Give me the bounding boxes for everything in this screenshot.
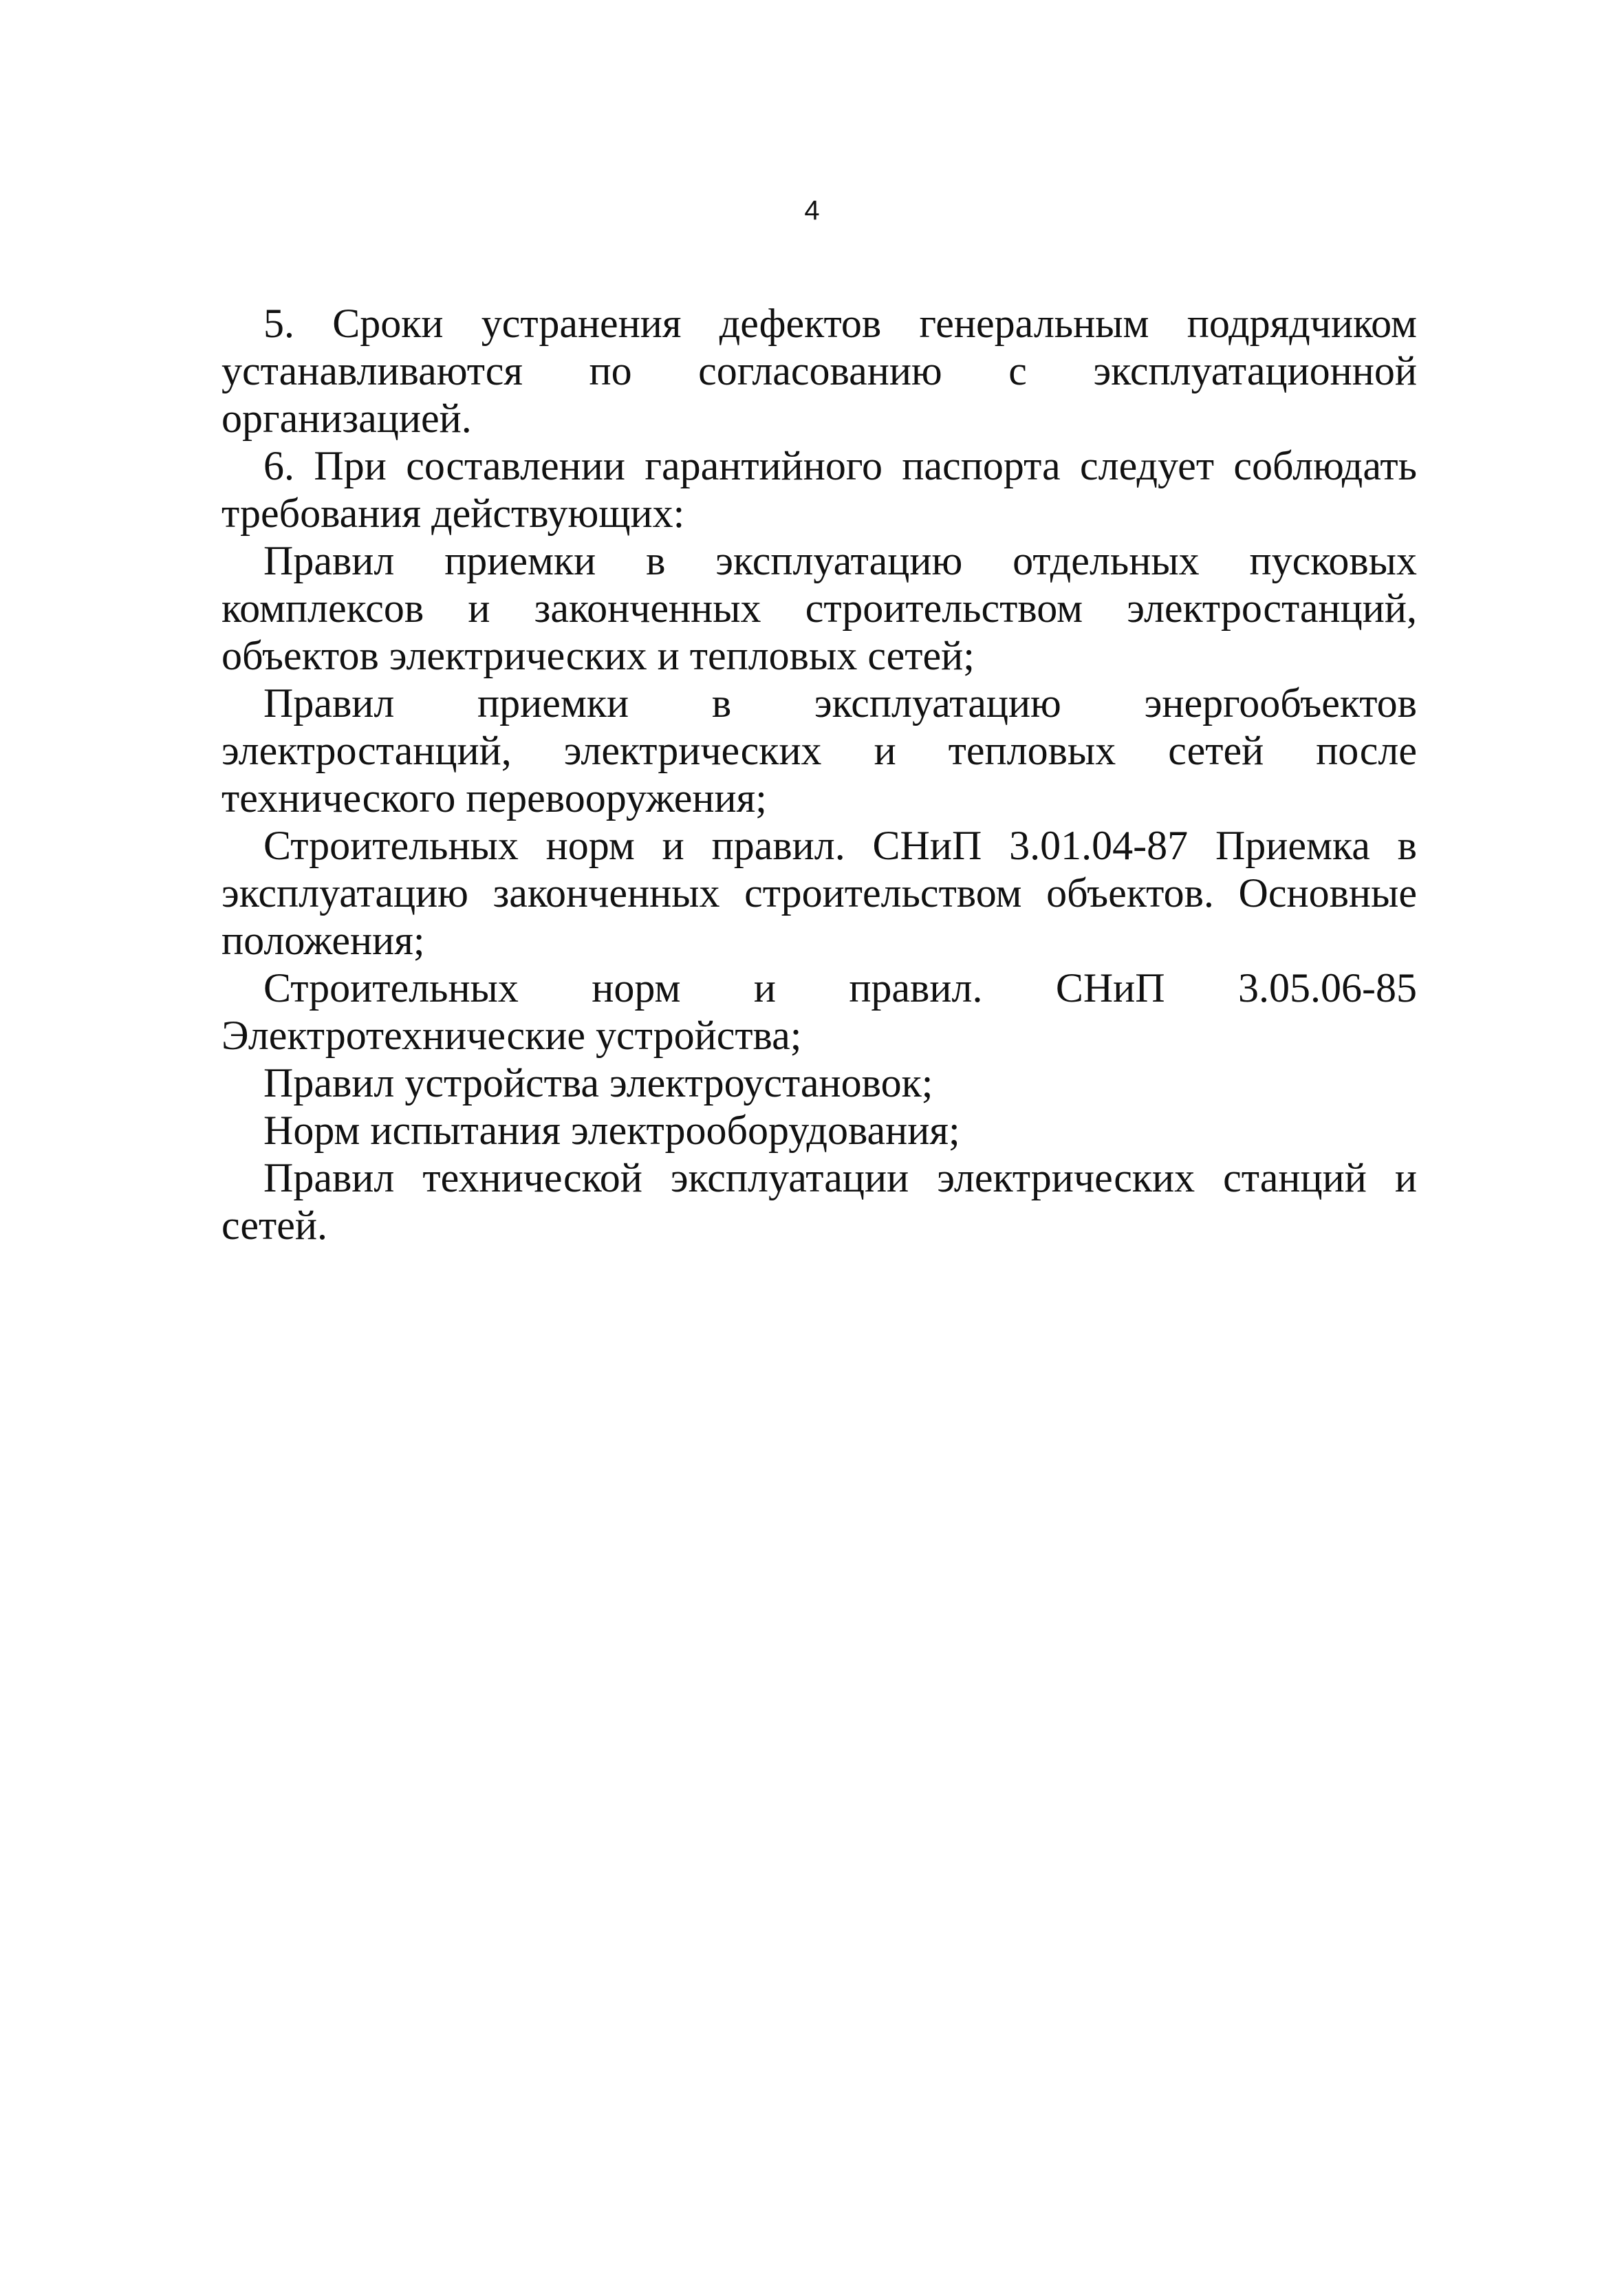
list-item-equipment-testing-norms: Норм испытания электрооборудования; xyxy=(263,1108,960,1153)
paragraph-passport-requirements: 6. При составлении гарантийного паспорта следует соблюдать требования действующих: xyxy=(221,443,1417,536)
list-item-snip-3-01-04-87: Строительных норм и правил. СНиП 3.01.04-87 Приемка в эксплуатацию законченных строительством объектов. Основные положения; xyxy=(221,823,1417,963)
list-item-technical-operation-rules: Правил технической эксплуатации электрических станций и сетей. xyxy=(221,1155,1417,1248)
document-body xyxy=(221,300,1417,1249)
page-number: 4 xyxy=(804,195,820,226)
list-item-acceptance-rules-complexes: Правил приемки в эксплуатацию отдельных пусковых комплексов и законченных строительством электростанций, объектов электрических и тепловых сетей; xyxy=(221,538,1417,678)
list-item-acceptance-rules-reequipment: Правил приемки в эксплуатацию энергообъектов электростанций, электрических и тепловых сетей после технического перевооружения; xyxy=(221,680,1417,821)
list-item-electrical-installation-rules: Правил устройства электроустановок; xyxy=(263,1060,933,1106)
paragraph-defect-deadlines: 5. Сроки устранения дефектов генеральным подрядчиком устанавливаются по согласованию с эксплуатационной организацией. xyxy=(221,301,1417,441)
list-item-snip-3-05-06-85: Строительных норм и правил. СНиП 3.05.06-85 Электротехнические устройства; xyxy=(221,965,1417,1058)
